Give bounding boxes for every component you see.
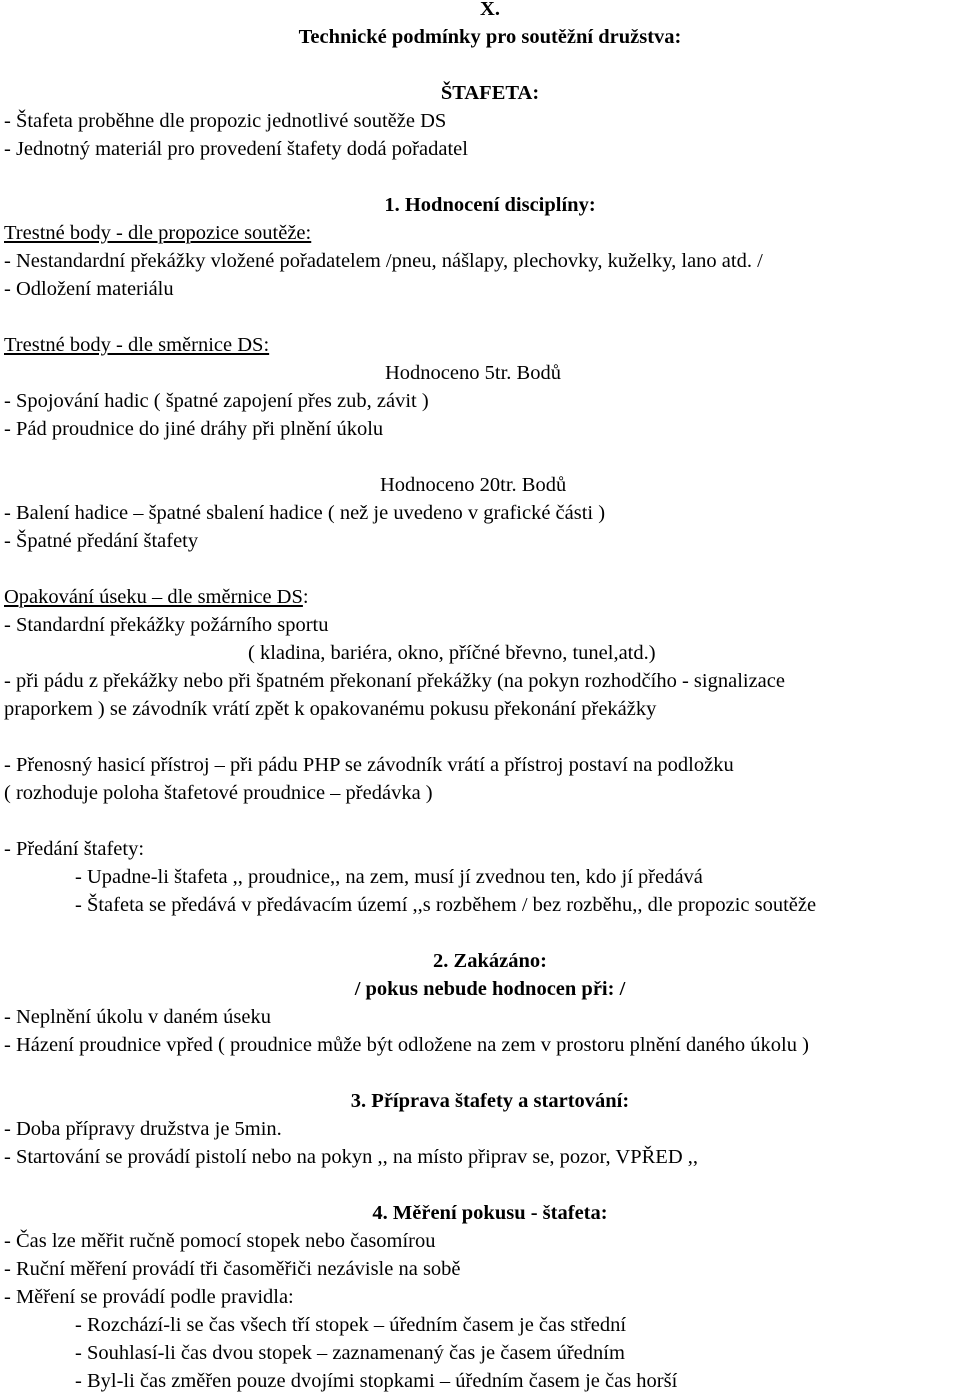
opakovani-label-row <box>4 583 309 611</box>
opakovani-item-1: - Standardní překážky požárního sportu <box>4 614 329 636</box>
opakovani-colon: : <box>302 586 309 608</box>
group20-heading: Hodnoceno 20tr. Bodů <box>380 474 567 496</box>
opakovani-item-2-line-2: praporkem ) se závodník vrátí zpět k opakovanému pokusu překonání překážky <box>4 698 657 720</box>
stafeta-line-2: - Jednotný materiál pro provedení štafety dodá pořadatel <box>4 138 468 160</box>
php-line-2: ( rozhoduje poloha štafetové proudnice – předávka ) <box>4 782 433 804</box>
mereni-rule-1: - Rozchází-li se čas všech tří stopek – úředním časem je čas střední <box>75 1314 627 1336</box>
group5-heading: Hodnoceno 5tr. Bodů <box>385 362 561 384</box>
zakazano-subheading: / pokus nebude hodnocen při: / <box>354 978 626 1000</box>
opakovani-label: Opakování úseku – dle směrnice DS <box>4 586 303 608</box>
group5-item-1: - Spojování hadic ( špatné zapojení přes zub, závit ) <box>4 390 429 412</box>
zakazano-heading: 2. Zakázáno: <box>433 950 547 972</box>
mereni-rule-3: - Byl-li čas změřen pouze dvojími stopkami – úředním časem je čas horší <box>75 1370 678 1392</box>
smernice-label: Trestné body - dle směrnice DS: <box>4 334 270 356</box>
priprava-heading: 3. Příprava štafety a startování: <box>350 1090 630 1112</box>
mereni-rule-2: - Souhlasí-li čas dvou stopek – zaznamenaný čas je časem úředním <box>75 1342 625 1364</box>
php-line-1: - Přenosný hasicí přístroj – při pádu PHP se závodník vrátí a přístroj postaví na podložku <box>4 754 734 776</box>
propozice-item-2: - Odložení materiálu <box>4 278 174 300</box>
stafeta-line-1: - Štafeta proběhne dle propozic jednotlivé soutěže DS <box>4 110 447 132</box>
propozice-item-1: - Nestandardní překážky vložené pořadatelem /pneu, nášlapy, plechovky, kuželky, lano atd. / <box>4 250 763 272</box>
mereni-item-3: - Měření se provádí podle pravidla: <box>4 1286 294 1308</box>
priprava-item-2: - Startování se provádí pistolí nebo na pokyn ,, na místo připrav se, pozor, VPŘED ,, <box>4 1146 698 1168</box>
stafeta-heading: ŠTAFETA: <box>440 82 540 104</box>
mereni-item-2: - Ruční měření provádí tři časoměřiči nezávisle na sobě <box>4 1258 461 1280</box>
group5-item-2: - Pád proudnice do jiné dráhy při plnění úkolu <box>4 418 384 440</box>
zakazano-item-2: - Házení proudnice vpřed ( proudnice může být odložene na zem v prostoru plnění daného úkolu ) <box>4 1034 809 1056</box>
opakovani-item-1-detail: ( kladina, bariéra, okno, příčné břevno, tunel,atd.) <box>248 642 656 664</box>
mereni-item-1: - Čas lze měřit ručně pomocí stopek nebo časomírou <box>4 1230 436 1252</box>
group20-item-2: - Špatné předání štafety <box>4 530 199 552</box>
group20-item-1: - Balení hadice – špatné sbalení hadice ( než je uvedeno v grafické části ) <box>4 502 606 524</box>
mereni-heading: 4. Měření pokusu - štafeta: <box>372 1202 608 1224</box>
predani-item-2: - Štafeta se předává v předávacím území ,,s rozběhem / bez rozběhu,, dle propozic soutěže <box>75 894 817 916</box>
priprava-item-1: - Doba přípravy družstva je 5min. <box>4 1118 282 1140</box>
predani-label: - Předání štafety: <box>4 838 145 860</box>
predani-item-1: - Upadne-li štafeta ,, proudnice,, na zem, musí jí zvednou ten, kdo jí předává <box>75 866 703 888</box>
propozice-label: Trestné body - dle propozice soutěže: <box>4 222 312 244</box>
section-number: X. <box>480 0 500 20</box>
hodnoceni-heading: 1. Hodnocení disciplíny: <box>384 194 596 216</box>
section-title: Technické podmínky pro soutěžní družstva: <box>298 26 682 48</box>
zakazano-item-1: - Neplnění úkolu v daném úseku <box>4 1006 272 1028</box>
opakovani-item-2-line-1: - při pádu z překážky nebo při špatném překonaní překážky (na pokyn rozhodčího - signalizace <box>4 670 785 692</box>
